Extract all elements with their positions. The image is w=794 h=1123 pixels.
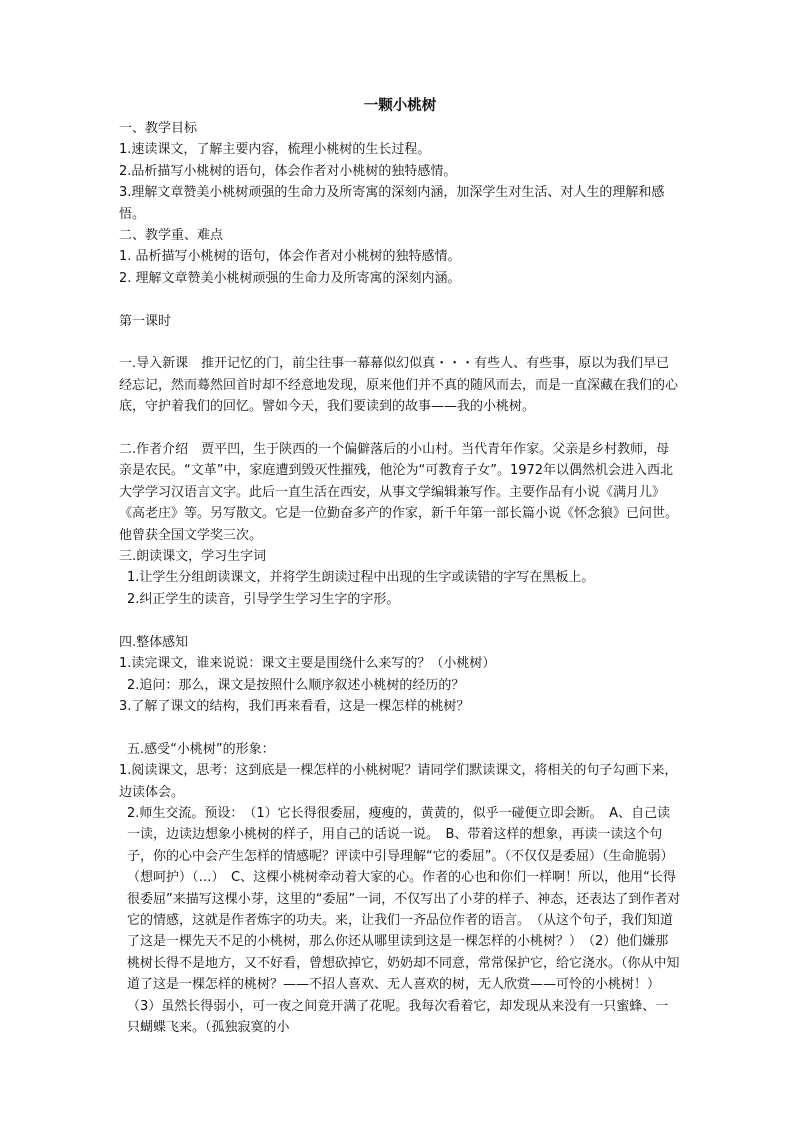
paragraph: 四.整体感知: [119, 634, 189, 650]
paragraph: 一、教学目标: [119, 121, 198, 136]
paragraph: 2.纠正学生的读音，引导学生学习生字的字形。: [127, 591, 400, 607]
paragraph: 2.师生交流。预设： （1）它长得很委屈，瘦瘦的，黄黄的，似乎一碰便立即会断。 A、自己读一读，边读边想象小桃树的样子，用自己的话说一说。 B、带着这样的想象，再读一读这个句子，你的心中会产生怎样的情感呢？评读中引导理解“它的委屈”。（不仅仅是委屈）（生命脆弱）（想呵护）（…） C、这棵小桃树牵动着大家的心。作者的心也和你们一样啊！所以，他用“长得很委屈”来描写这棵小芽，这里的“委屈”一词，不仅写出了小芽的样子、神态，还表达了到作者对它的情感，这就是作者炼字的功夫。来，让我们一齐品位作者的语言。 （从这个句子，我们知道了这是一棵先天不足的小桃树，那么你还从哪里读到这是一棵怎样的小桃树？） （2）他们嫌那桃树长得不是地方，又不好看，曾想砍掉它，奶奶却不同意，常常保护它，给它浇水。（你从中知道了这是一棵怎样的桃树？——不招人喜欢、无人喜欢的树，无人欣赏——可怜的小桃树！） （3）虽然长得弱小，可一夜之间竟开满了花呢。我每次看着它，却发现从来没有一只蜜蜂、一只蝴蝶飞来。（孤独寂寞的小: [127, 805, 681, 1035]
paragraph: 2. 理解文章赞美小桃树顽强的生命力及所寄寓的深刻内涵。: [119, 270, 461, 286]
paragraph: 二.作者介绍 贾平凹，生于陕西的一个偏僻落后的小山村。当代青年作家。父亲是乡村教师，母亲是农民。“文革”中，家庭遭到毁灭性摧残，他沦为“可教育子女”。1972年以偶然机会进入西北大学学习汉语言文字。此后一直生活在西安，从事文学编辑兼写作。主要作品有小说《满月儿》《高老庄》等。另写散文。它是一位勤奋多产的作家，新千年第一部长篇小说《怀念狼》已问世。他曾获全国文学奖三次。: [119, 442, 679, 543]
paragraph: 第一课时: [119, 313, 172, 329]
paragraph: 1. 品析描写小桃树的语句，体会作者对小桃树的独特感情。: [119, 249, 461, 265]
paragraph: 1.让学生分组朗读课文，并将学生朗读过程中出现的生字或读错的字写在黑板上。: [127, 570, 595, 586]
paragraph: 三.朗读课文，学习生字词: [119, 549, 267, 565]
document-body: [119, 96, 681, 1038]
paragraph: 2.品析描写小桃树的语句，体会作者对小桃树的独特感情。: [119, 163, 457, 179]
blank-line: [119, 332, 681, 353]
paragraph: 3.了解了课文的结构，我们再来看看，这是一棵怎样的桃树？: [119, 698, 470, 714]
paragraph: 二、教学重、难点: [119, 228, 224, 244]
paragraph: 3.理解文章赞美小桃树顽强的生命力及所寄寓的深刻内涵，加深学生对生活、对人生的理解和感悟。: [119, 185, 665, 222]
paragraph: 1.速读课文，了解主要内容，梳理小桃树的生长过程。: [119, 142, 431, 158]
paragraph: 五.感受“小桃树”的形象：: [127, 741, 275, 757]
paragraph: 一.导入新课 推开记忆的门，前尘往事一幕幕似幻似真・・・有些人、有些事，原以为我们早已经忘记，然而蓦然回首时却不经意地发现，原来他们并不真的随风而去，而是一直深藏在我们的心底，守护着我们的回忆。譬如今天，我们要读到的故事——我的小桃树。: [119, 356, 679, 415]
paragraph: 2.追问：那么，课文是按照什么顺序叙述小桃树的经历的？: [127, 677, 465, 693]
paragraph: 1.阅读课文，思考：这到底是一棵怎样的小桃树呢？请同学们默读课文，将相关的句子勾画下来，边读体会。: [119, 763, 678, 800]
blank-line: [119, 717, 681, 738]
blank-line: [119, 418, 681, 439]
paragraph: 1.读完课文，谁来说说：课文主要是围绕什么来写的？（小桃树）: [119, 656, 496, 672]
document-title: 一颗小桃树: [363, 98, 437, 114]
blank-line: [119, 289, 681, 310]
blank-line: [119, 610, 681, 631]
